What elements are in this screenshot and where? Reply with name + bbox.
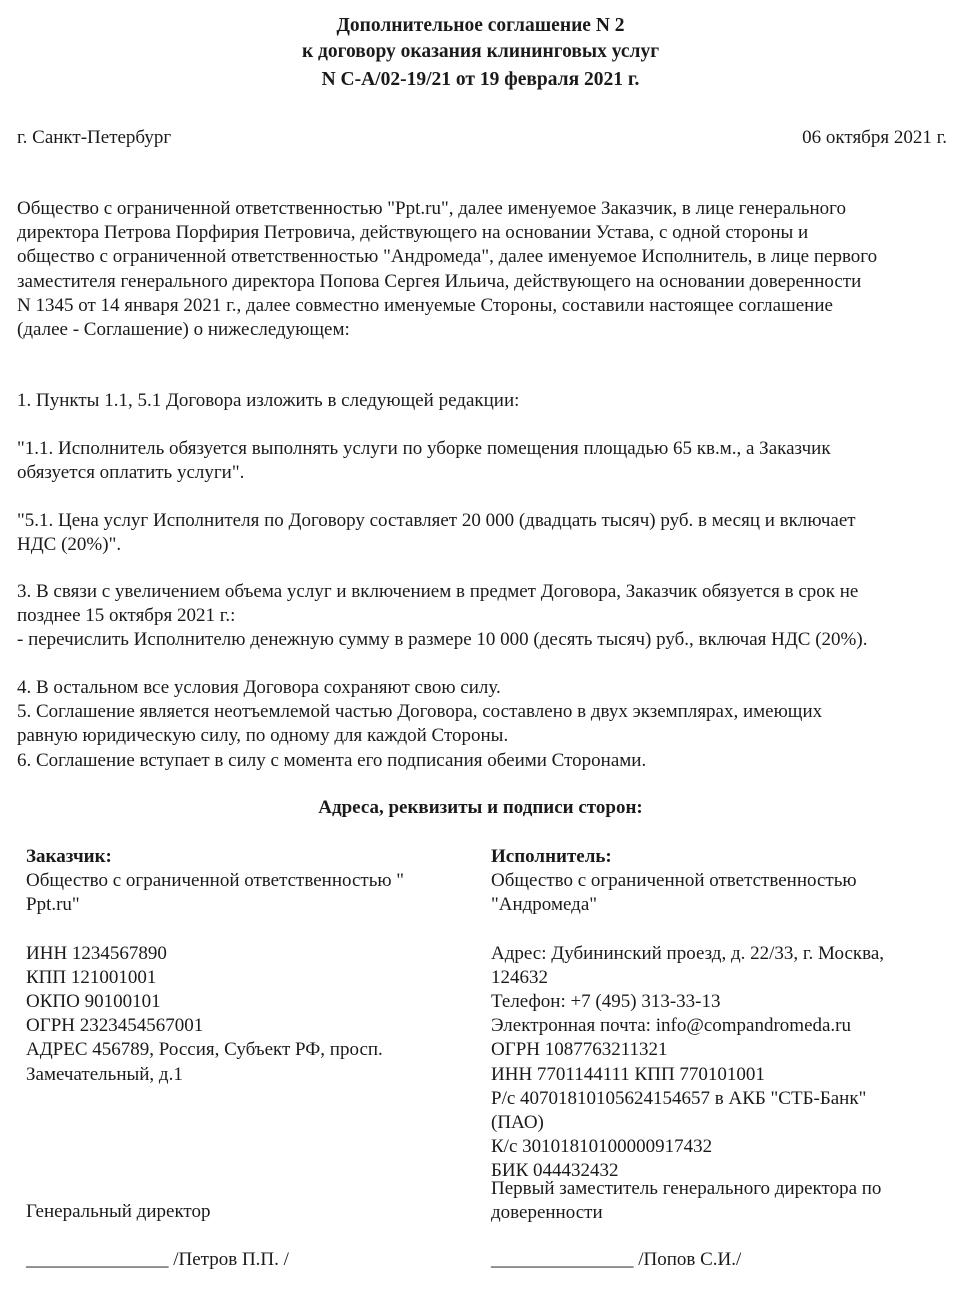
contractor-details <box>491 845 931 1184</box>
contractor-account: (ПАО) <box>491 1112 544 1134</box>
contractor-signatory-role <box>491 1177 931 1225</box>
clause-5-line: 5. Соглашение является неотъемлемой частью Договора, составлено в двух экземплярах, имеющих <box>17 701 823 723</box>
contractor-account: Р/с 40701810105624154657 в АКБ "СТБ-Банк" <box>491 1087 867 1109</box>
customer-kpp: КПП 121001001 <box>26 966 157 988</box>
customer-signatory-role: Генеральный директор <box>26 1201 211 1222</box>
clause-3-line: - перечислить Исполнителю денежную сумму в размере 10 000 (десять тысяч) руб., включая НДС (20%). <box>17 629 868 651</box>
contractor-email: Электронная почта: info@compandromeda.ru <box>491 1015 852 1037</box>
customer-label: Заказчик: <box>26 846 112 867</box>
contractor-role-line: Первый заместитель генерального директора по <box>491 1178 882 1199</box>
clause-3 <box>17 580 947 653</box>
intro-line: Общество с ограниченной ответственностью "Ppt.ru", далее именуемое Заказчик, в лице генерального <box>17 198 846 219</box>
parties-heading: Адреса, реквизиты и подписи сторон: <box>318 797 643 818</box>
document-date: 06 октября 2021 г. <box>802 127 947 148</box>
document-title-line-2: к договору оказания клининговых услуг <box>301 41 660 62</box>
contractor-label: Исполнитель: <box>491 846 612 867</box>
clause-6: 6. Соглашение вступает в силу с момента его подписания обеими Сторонами. <box>17 749 647 771</box>
customer-signature-line: _______________ /Петров П.П. / <box>26 1249 289 1270</box>
clause-1-1-line: обязуется оплатить услуги". <box>17 462 245 484</box>
clause-4: 4. В остальном все условия Договора сохраняют свою силу. <box>17 677 501 698</box>
contractor-corr-account: К/с 30101810100000917432 <box>491 1136 713 1158</box>
clauses-4-6 <box>17 676 947 773</box>
clause-5-1 <box>17 509 947 557</box>
customer-address: Замечательный, д.1 <box>26 1063 183 1085</box>
intro-line: общество с ограниченной ответственностью "Андромеда", далее именуемое Исполнитель, в лице первого <box>17 246 878 268</box>
clause-5-line: равную юридическую силу, по одному для каждой Стороны. <box>17 725 509 747</box>
contractor-address: 124632 <box>491 966 548 988</box>
clause-5-1-line: НДС (20%)". <box>17 534 122 556</box>
clause-1 <box>17 389 947 413</box>
contractor-inn-kpp: ИНН 7701144111 КПП 770101001 <box>491 1063 765 1085</box>
document-title-line-3: N С-А/02-19/21 от 19 февраля 2021 г. <box>321 69 640 90</box>
contractor-address: Адрес: Дубининский проезд, д. 22/33, г. Москва, <box>491 942 885 964</box>
clause-3-line: позднее 15 октября 2021 г.: <box>17 605 236 627</box>
customer-name: Общество с ограниченной ответственностью " <box>26 870 405 892</box>
clause-1-1-line: "1.1. Исполнитель обязуется выполнять услуги по уборке помещения площадью 65 кв.м., а Заказчик <box>17 438 831 459</box>
spacer <box>491 918 931 942</box>
intro-line: заместителя генерального директора Попова Сергея Ильича, действующего на основании доверенности <box>17 270 862 292</box>
document-title-line-1: Дополнительное соглашение N 2 <box>336 15 625 36</box>
contractor-name: "Андромеда" <box>491 894 598 916</box>
customer-ogrn: ОГРН 2323454567001 <box>26 1015 204 1037</box>
contractor-phone: Телефон: +7 (495) 313-33-13 <box>491 991 721 1013</box>
clause-5-1-line: "5.1. Цена услуг Исполнителя по Договору составляет 20 000 (двадцать тысяч) руб. в месяц и включает <box>17 510 856 531</box>
contractor-ogrn: ОГРН 1087763211321 <box>491 1039 668 1061</box>
intro-paragraph <box>17 197 947 342</box>
customer-inn: ИНН 1234567890 <box>26 942 167 964</box>
place-of-signing: г. Санкт-Петербург <box>17 127 172 148</box>
clause-1-text: 1. Пункты 1.1, 5.1 Договора изложить в следующей редакции: <box>17 390 520 411</box>
clause-1-1 <box>17 437 947 485</box>
intro-line: директора Петрова Порфирия Петровича, действующего на основании Устава, с одной стороны и <box>17 222 809 244</box>
customer-okpo: ОКПО 90100101 <box>26 991 161 1013</box>
contractor-name: Общество с ограниченной ответственностью <box>491 870 857 892</box>
intro-line: N 1345 от 14 января 2021 г., далее совместно именуемые Стороны, составили настоящее соглашение <box>17 294 833 316</box>
customer-name: Ppt.ru" <box>26 894 80 916</box>
contractor-bik: БИК 044432432 <box>491 1160 619 1182</box>
contractor-role-line: доверенности <box>491 1202 603 1224</box>
intro-line: (далее - Соглашение) о нижеследующем: <box>17 319 350 341</box>
clause-3-line: 3. В связи с увеличением объема услуг и включением в предмет Договора, Заказчик обязуется в срок не <box>17 581 859 602</box>
spacer <box>26 918 456 942</box>
contractor-signature-line: _______________ /Попов С.И./ <box>491 1249 742 1270</box>
customer-address: АДРЕС 456789, Россия, Субъект РФ, просп. <box>26 1039 383 1061</box>
customer-details <box>26 845 456 1087</box>
